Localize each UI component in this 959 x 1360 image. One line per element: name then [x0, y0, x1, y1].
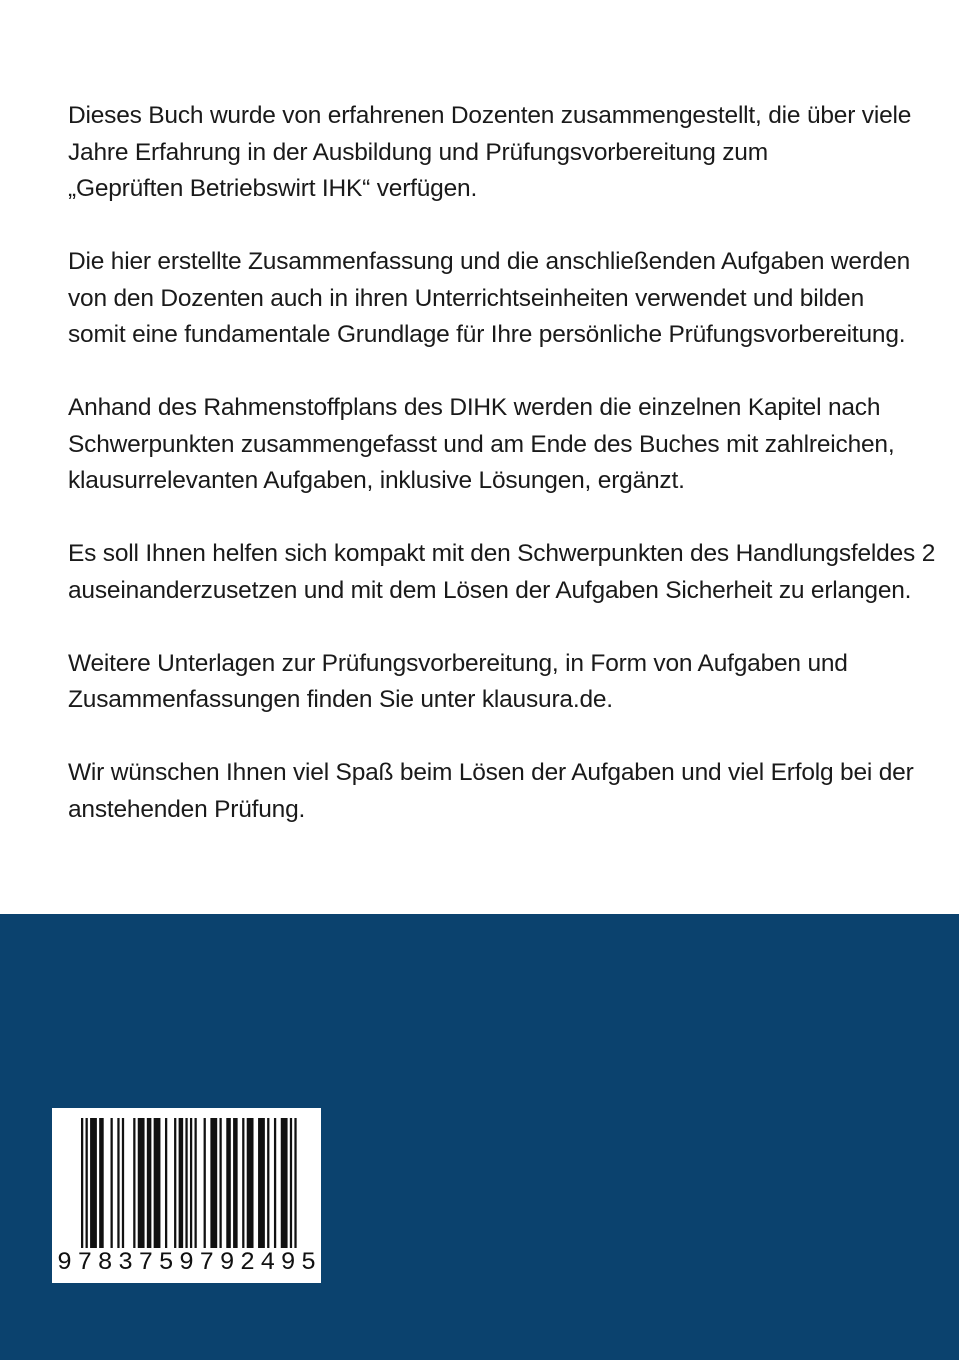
- barcode-bar: [165, 1118, 167, 1248]
- barcode-bar: [247, 1118, 254, 1248]
- text-line: Wir wünschen Ihnen viel Spaß beim Lösen der Aufgaben und viel Erfolg bei der: [68, 759, 914, 786]
- barcode-bar: [138, 1118, 145, 1248]
- barcode-bar: [204, 1118, 206, 1248]
- barcode-digit: 3: [117, 1248, 133, 1277]
- paragraph-3: [68, 390, 928, 500]
- barcode-bar: [274, 1118, 276, 1248]
- barcode-bar: [210, 1118, 217, 1248]
- barcode-bar: [81, 1118, 83, 1248]
- text-line: anstehenden Prüfung.: [68, 795, 306, 823]
- barcode-digit: 9: [57, 1248, 73, 1277]
- barcode-bar: [122, 1118, 124, 1248]
- barcode-digit: 8: [97, 1248, 113, 1277]
- text-line: Die hier erstellte Zusammenfassung und die anschließenden Aufgaben werden: [68, 248, 911, 275]
- barcode-digit: 9: [178, 1248, 194, 1277]
- barcode-digit: 5: [300, 1248, 316, 1277]
- text-line: Anhand des Rahmenstoffplans des DIHK werden die einzelnen Kapitel nach: [68, 394, 881, 421]
- barcode-bar: [154, 1118, 161, 1248]
- barcode-bar: [90, 1118, 97, 1248]
- barcode-bar: [117, 1118, 119, 1248]
- text-line: somit eine fundamentale Grundlage für Ihre persönliche Prüfungsvorbereitung.: [68, 321, 906, 348]
- barcode-bar: [86, 1118, 88, 1248]
- barcode-bar: [294, 1118, 296, 1248]
- barcode-bar: [258, 1118, 265, 1248]
- barcode-bar: [190, 1118, 192, 1248]
- barcode-digit: 2: [239, 1248, 255, 1277]
- text-line: Jahre Erfahrung in der Ausbildung und Prüfungsvorbereitung zum: [68, 138, 768, 166]
- barcode-digit: 5: [158, 1248, 174, 1277]
- barcode-bar: [185, 1118, 187, 1248]
- barcode-bar: [133, 1118, 135, 1248]
- paragraph-2: [68, 244, 928, 354]
- barcode-bars: [52, 1108, 321, 1248]
- barcode-bar: [111, 1118, 113, 1248]
- text-line: Schwerpunkten zusammengefasst und am Ende des Buches mit zahlreichen,: [68, 430, 895, 458]
- text-line: klausurrelevanten Aufgaben, inklusive Lösungen, ergänzt.: [68, 467, 685, 494]
- barcode-digits: [57, 1248, 316, 1277]
- barcode-bar: [233, 1118, 238, 1248]
- text-line: Es soll Ihnen helfen sich kompakt mit den Schwerpunkten des Handlungsfeldes 2: [68, 540, 936, 567]
- barcode-bar: [290, 1118, 292, 1248]
- barcode-bar: [99, 1118, 104, 1248]
- text-line: Weitere Unterlagen zur Prüfungsvorbereitung, in Form von Aufgaben und: [68, 649, 848, 677]
- barcode-bar: [195, 1118, 197, 1248]
- barcode-bar: [219, 1118, 221, 1248]
- paragraph-1: [68, 98, 928, 208]
- isbn-barcode: [52, 1108, 321, 1283]
- text-line: von den Dozenten auch in ihren Unterrichtseinheiten verwendet und bilden: [68, 284, 864, 312]
- barcode-bar: [226, 1118, 231, 1248]
- back-cover-text: [68, 98, 936, 865]
- barcode-digit: 7: [77, 1248, 93, 1277]
- barcode-digit: 9: [219, 1248, 235, 1277]
- text-line: „Geprüften Betriebswirt IHK“ verfügen.: [68, 175, 478, 202]
- paragraph-4: [68, 536, 936, 609]
- paragraph-6: [68, 755, 928, 828]
- text-line: Zusammenfassungen finden Sie unter klausura.de.: [68, 686, 613, 713]
- barcode-bar: [281, 1118, 288, 1248]
- barcode-digit: 9: [280, 1248, 296, 1277]
- barcode-digit: 4: [260, 1248, 276, 1277]
- barcode-bar: [267, 1118, 269, 1248]
- barcode-bar: [179, 1118, 184, 1248]
- barcode-digit: 7: [138, 1248, 154, 1277]
- paragraph-5: [68, 646, 928, 719]
- barcode-bar: [147, 1118, 152, 1248]
- text-line: Dieses Buch wurde von erfahrenen Dozenten zusammengestellt, die über viele: [68, 102, 912, 129]
- barcode-bar: [242, 1118, 244, 1248]
- barcode-bar: [174, 1118, 176, 1248]
- text-line: auseinanderzusetzen und mit dem Lösen der Aufgaben Sicherheit zu erlangen.: [68, 576, 912, 604]
- barcode-digit: 7: [199, 1248, 215, 1277]
